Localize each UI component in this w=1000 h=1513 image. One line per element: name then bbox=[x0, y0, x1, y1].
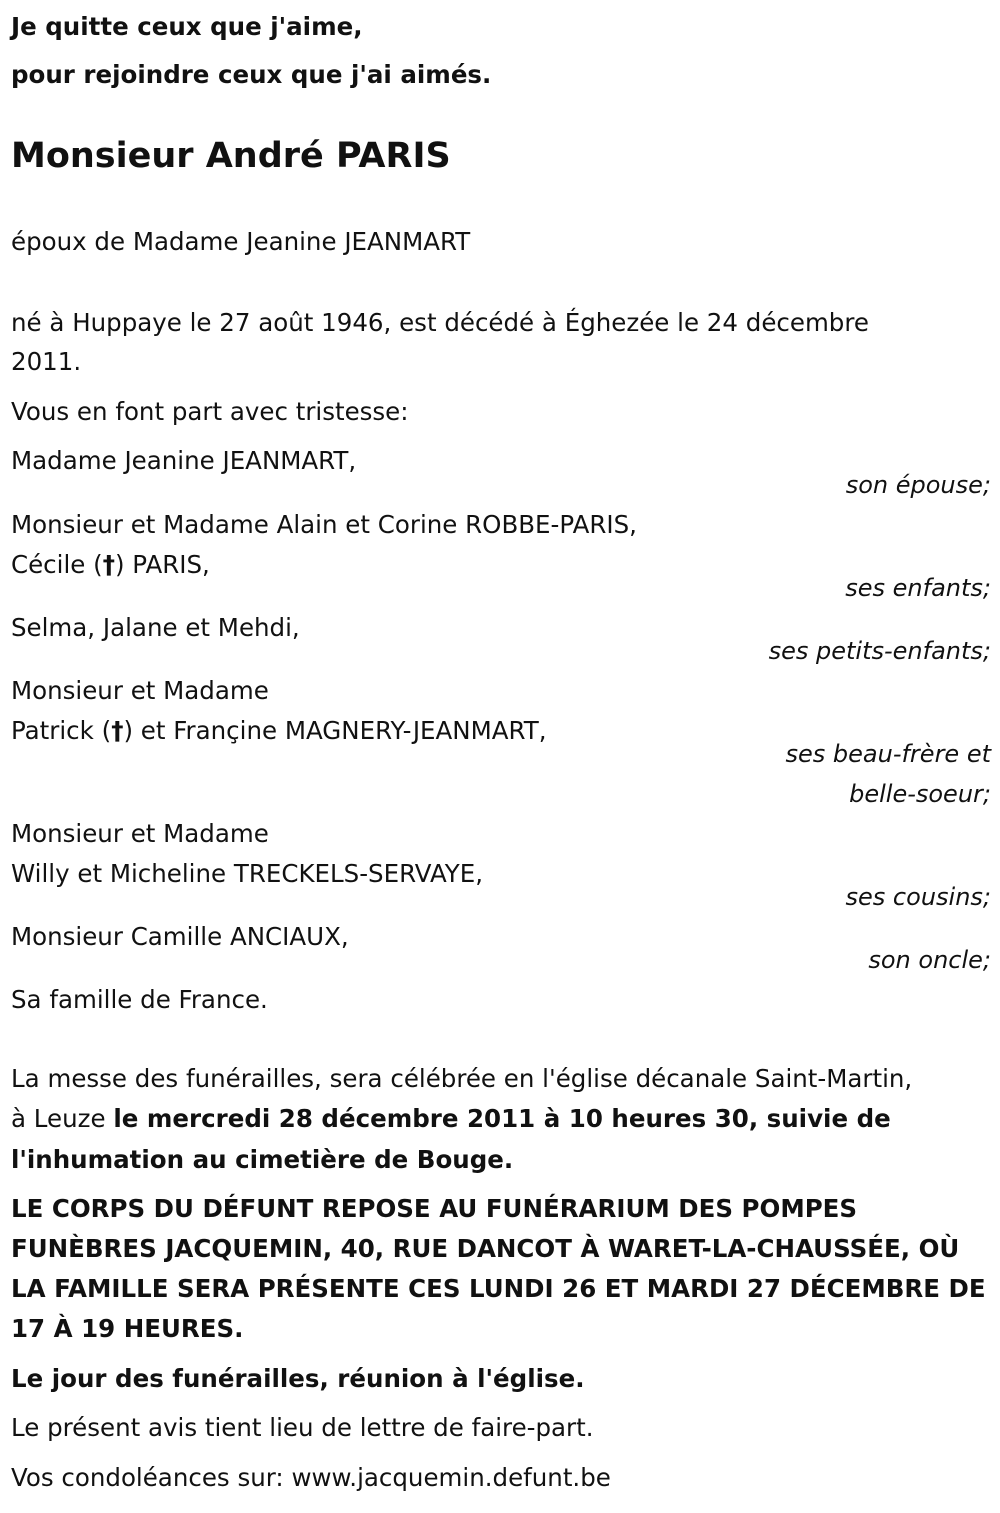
birth-death-line-1: né à Huppaye le 27 août 1946, est décédé à Éghezée le 24 décembre bbox=[11, 308, 869, 337]
family-france: Sa famille de France. bbox=[11, 985, 268, 1014]
deceased-name: Monsieur André PARIS bbox=[11, 136, 451, 176]
condolences-link[interactable]: www.jacquemin.defunt.be bbox=[291, 1463, 611, 1492]
family-cousins-relation: ses cousins; bbox=[845, 883, 991, 911]
inlaws-name-suffix: ) et Françine MAGNERY-JEANMART, bbox=[123, 716, 547, 745]
condolences-label: Vos condoléances sur: bbox=[11, 1463, 292, 1492]
family-uncle-relation: son oncle; bbox=[868, 946, 991, 974]
family-inlaws-line-1: Monsieur et Madame bbox=[11, 676, 269, 705]
family-cousins-line-1: Monsieur et Madame bbox=[11, 819, 269, 848]
mass-line-2 bbox=[11, 1099, 891, 1139]
family-children-relation: ses enfants; bbox=[845, 574, 991, 602]
mass-line-1: La messe des funérailles, sera célébrée en l'église décanale Saint-Martin, bbox=[11, 1064, 913, 1093]
family-children-line-2 bbox=[11, 545, 210, 585]
family-inlaws-relation-line-2: belle-soeur; bbox=[849, 780, 991, 808]
cross-icon: † bbox=[111, 716, 124, 745]
family-grandchildren-relation: ses petits-enfants; bbox=[768, 637, 991, 665]
mass-datetime: le mercredi 28 décembre 2011 à 10 heures 30, suivie de bbox=[113, 1104, 891, 1133]
funerarium-line-4: 17 À 19 HEURES. bbox=[11, 1314, 244, 1343]
condolences-line bbox=[11, 1458, 611, 1498]
children-name-prefix: Cécile ( bbox=[11, 550, 103, 579]
birth-death-line-2: 2011. bbox=[11, 347, 82, 376]
funerarium-line-3: LA FAMILLE SERA PRÉSENTE CES LUNDI 26 ET MARDI 27 DÉCEMBRE DE bbox=[11, 1274, 986, 1303]
family-cousins-line-2: Willy et Micheline TRECKELS-SERVAYE, bbox=[11, 859, 484, 888]
meeting-line: Le jour des funérailles, réunion à l'église. bbox=[11, 1364, 585, 1393]
notice-line: Le présent avis tient lieu de lettre de faire-part. bbox=[11, 1413, 594, 1442]
announcement-intro: Vous en font part avec tristesse: bbox=[11, 397, 409, 426]
funerarium-line-1: LE CORPS DU DÉFUNT REPOSE AU FUNÉRARIUM DES POMPES bbox=[11, 1194, 858, 1223]
family-inlaws-line-2 bbox=[11, 711, 547, 751]
funerarium-line-2: FUNÈBRES JACQUEMIN, 40, RUE DANCOT À WARET-LA-CHAUSSÉE, OÙ bbox=[11, 1234, 960, 1263]
cross-icon: † bbox=[102, 550, 115, 579]
family-spouse-relation: son épouse; bbox=[845, 471, 991, 499]
family-spouse-name: Madame Jeanine JEANMART, bbox=[11, 446, 357, 475]
family-uncle-name: Monsieur Camille ANCIAUX, bbox=[11, 922, 349, 951]
family-grandchildren-name: Selma, Jalane et Mehdi, bbox=[11, 613, 300, 642]
family-children-line-1: Monsieur et Madame Alain et Corine ROBBE-PARIS, bbox=[11, 510, 637, 539]
epigraph-line-2: pour rejoindre ceux que j'ai aimés. bbox=[11, 60, 492, 89]
children-name-suffix: ) PARIS, bbox=[114, 550, 210, 579]
spouse-line: époux de Madame Jeanine JEANMART bbox=[11, 227, 471, 256]
epigraph-line-1: Je quitte ceux que j'aime, bbox=[11, 12, 363, 41]
mass-line-3: l'inhumation au cimetière de Bouge. bbox=[11, 1145, 514, 1174]
inlaws-name-prefix: Patrick ( bbox=[11, 716, 112, 745]
family-inlaws-relation-line-1: ses beau-frère et bbox=[785, 740, 991, 768]
mass-location: à Leuze bbox=[11, 1104, 114, 1133]
